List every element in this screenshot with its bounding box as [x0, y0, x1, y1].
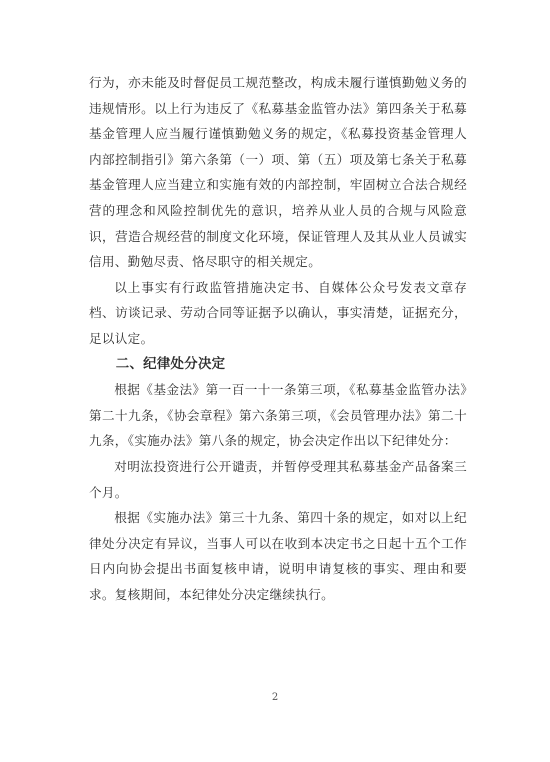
legal-basis-paragraph: 根据《基金法》第一百一十一条第三项，《私募基金监管办法》第二十九条，《协会章程》第六条第三项，《会员管理办法》第二十九条，《实施办法》第八条的规定，协会决定作出以下纪律处分： [89, 382, 467, 449]
violation-paragraph: 行为，亦未能及时督促员工规范整改，构成未履行谨慎勤勉义务的违规情形。以上行为违反了《私募基金监管办法》第四条关于私募基金管理人应当履行谨慎勤勉义务的规定，《私募投资基金管理人内部控制指引》第六条第（一）项、第（五）项及第七条关于私募基金管理人应当建立和实施有效的内部控制，牢固树立合法合规经营的理念和风险控制优先的意识，培养从业人员的合规与风险意识，营造合规经营的制度文化环境，保证管理人及其从业人员诚实信用、勤勉尽责、恪尽职守的相关规定。 [89, 75, 467, 270]
penalty-paragraph: 对明汯投资进行公开谴责，并暂停受理其私募基金产品备案三个月。 [89, 458, 467, 500]
document-body [89, 70, 467, 607]
page-number: 2 [271, 692, 279, 703]
review-paragraph: 根据《实施办法》第三十九条、第四十条的规定，如对以上纪律处分决定有异议，当事人可以在收到本决定书之日起十五个工作日内向协会提出书面复核申请，说明申请复核的事实、理由和要求。复核期间，本纪律处分决定继续执行。 [89, 510, 467, 602]
facts-paragraph: 以上事实有行政监管措施决定书、自媒体公众号发表文章存档、访谈记录、劳动合同等证据予以确认，事实清楚，证据充分，足以认定。 [89, 279, 467, 346]
section-heading: 二、纪律处分决定 [115, 356, 226, 372]
